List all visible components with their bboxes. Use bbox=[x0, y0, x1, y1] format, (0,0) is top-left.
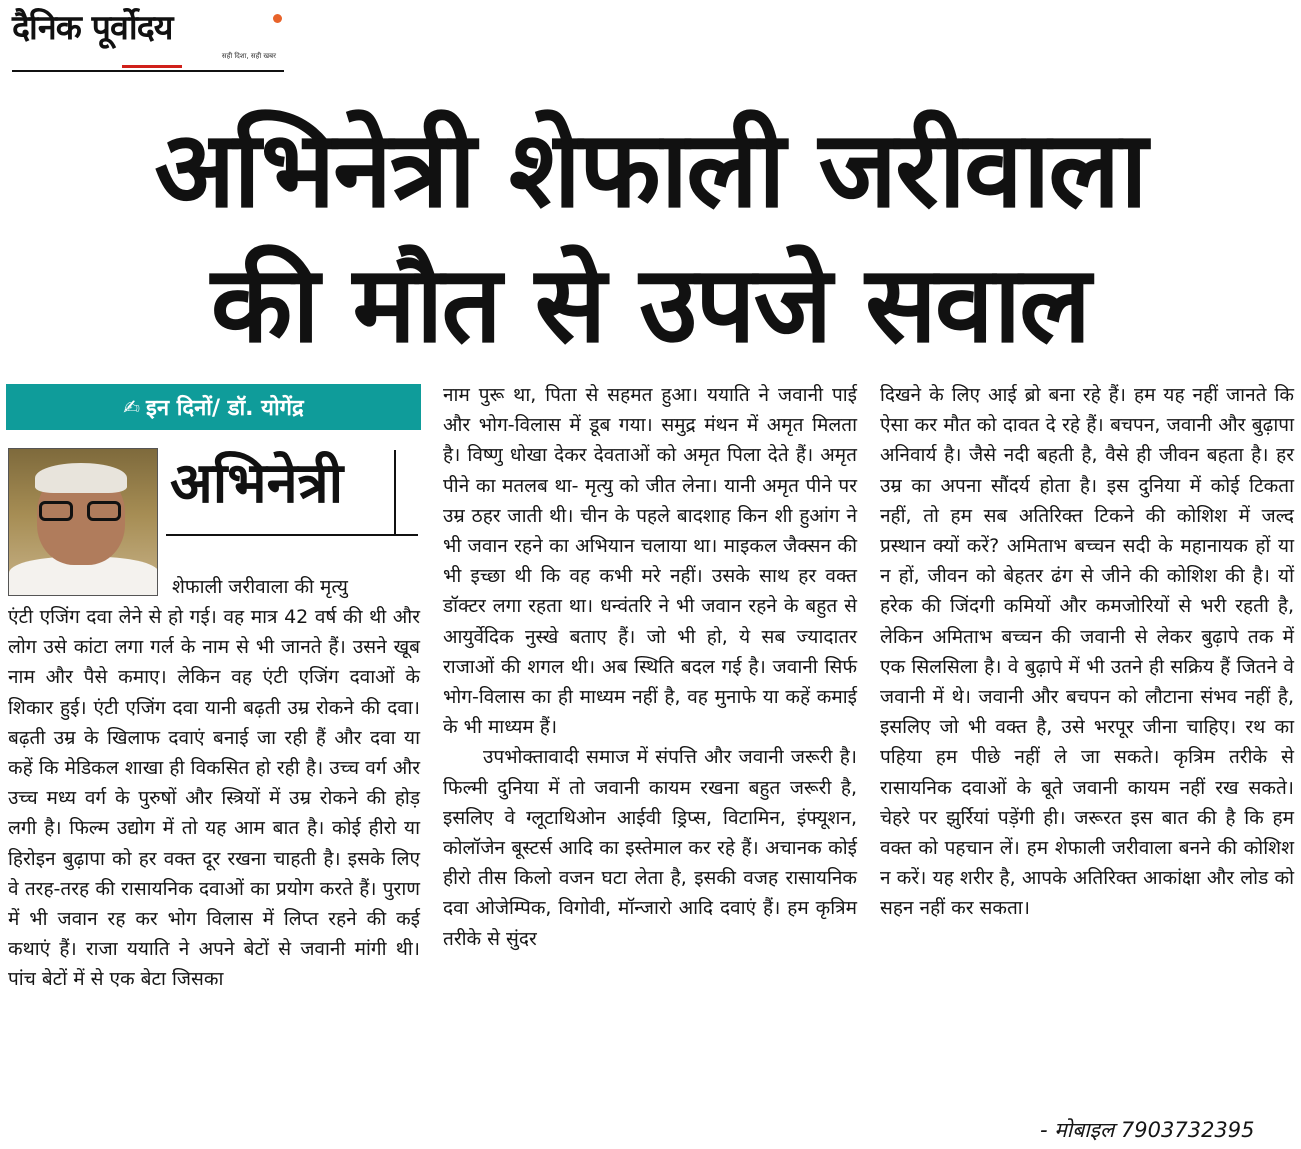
author-photo bbox=[8, 448, 158, 596]
column-kicker: अभिनेत्री bbox=[170, 451, 344, 516]
logo-dot-icon bbox=[273, 14, 282, 23]
masthead-accent-line bbox=[122, 65, 182, 68]
column-byline: इन दिनों/ डॉ. योगेंद्र bbox=[146, 396, 304, 421]
headline-line-2: की मौत से उपजे सवाल bbox=[210, 243, 1090, 366]
article-col1-lead: शेफाली जरीवाला की मृत्यु bbox=[172, 576, 348, 598]
glasses-icon bbox=[39, 501, 123, 523]
kicker-divider bbox=[394, 450, 396, 536]
kicker-underline bbox=[166, 534, 418, 536]
column-band bbox=[6, 384, 421, 430]
author-mobile: - मोबाइल 7903732395 bbox=[1040, 1118, 1255, 1142]
newspaper-logo: दैनिक पूर्वोदय bbox=[12, 8, 173, 48]
pen-icon: ✍ bbox=[123, 395, 141, 419]
headline-line-1: अभिनेत्री शेफाली जरीवाला bbox=[154, 108, 1146, 231]
article-col2-para2: उपभोक्तावादी समाज में संपत्ति और जवानी जरूरी है। फिल्मी दुनिया में तो जवानी कायम रखना बहुत जरूरी है, इसलिए वे ग्लूटाथिओन आईवी ड्रिप्स, विटामिन, इंफ्यूशन, कोलॉजेन बूस्टर्स आदि का इस्तेमाल कर रहे हैं। अचानक कोई हीरो तीस किलो वजन घटा लेता है, इसकी वजह रासायनिक दवा ओजेम्पिक, विगोवी, मॉन्जारो आदि दवाएं हैं। हम कृत्रिम तरीके से सुंदर bbox=[443, 746, 857, 950]
article-col2 bbox=[443, 380, 857, 954]
article-col3: दिखने के लिए आई ब्रो बना रहे हैं। हम यह नहीं जानते कि ऐसा कर मौत को दावत दे रहे हैं। बचपन, जवानी और बुढ़ापा अनिवार्य है। जैसे नदी बहती है, वैसे ही जीवन बहता है। हर उम्र का अपना सौंदर्य होता है। इस दुनिया में कोई टिकता नहीं, तो हम सब अतिरिक्त टिकने की कोशिश में जल्द प्रस्थान क्यों करें? अमिताभ बच्चन सदी के महानायक हों या न हों, जीवन को बेहतर ढंग से जीने की कोशिश की है। यों हरेक की जिंदगी कमियों और कमजोरियों से भरी रहती है, लेकिन अमिताभ बच्चन की जवानी से लेकर बुढ़ापे तक में एक सिलसिला है। वे बुढ़ापे में भी उतने ही सक्रिय हैं जितने वे जवानी में थे। जवानी और बचपन को लौटाना संभव नहीं है, इसलिए जो भी वक्त है, उसे भरपूर जीना चाहिए। रथ का पहिया हम पीछे नहीं ले जा सकते। कृत्रिम तरीके से रासायनिक दवाओं के बूते जवानी कायम नहीं रख सकते। चेहरे पर झुर्रियां पड़ेंगी ही। जरूरत इस बात की है कि हम वक्त को पहचान लें। हम शेफाली जरीवाला बनने की कोशिश न करें। यह शरीर है, आपके अतिरिक्त आकांक्षा और लोड को सहन नहीं कर सकता। bbox=[880, 384, 1294, 920]
article-col1: एंटी एजिंग दवा लेने से हो गई। वह मात्र 42 वर्ष की थी और लोग उसे कांटा लगा गर्ल के नाम से भी जानते हैं। उसने खूब नाम और पैसे कमाए। लेकिन वह एंटी एजिंग दवाओं के शिकार हुई। एंटी एजिंग दवा यानी बढ़ती उम्र रोकने की दवा। बढ़ती उम्र के खिलाफ दवाएं बनाई जा रही हैं और दवा या कहें कि मेडिकल शाखा ही विकसित हो रही है। उच्च वर्ग और उच्च मध्य वर्ग के पुरुषों और स्त्रियों में उम्र रोकने की होड़ लगी है। फिल्म उद्योग में तो यह आम बात है। कोई हीरो या हिरोइन बुढ़ापा को हर वक्त दूर रखना चाहती है। इसके लिए वे तरह-तरह की रासायनिक दवाओं का प्रयोग करते हैं। पुराण में भी जवान रह कर भोग विलास में लिप्त रहने की कई कथाएं हैं। राजा ययाति ने अपने बेटों से जवानी मांगी थी। पांच बेटों में से एक बेटा जिसका bbox=[8, 606, 420, 991]
masthead bbox=[12, 8, 284, 72]
masthead-tagline: सही दिशा, सही खबर bbox=[221, 52, 276, 60]
article-col2-para1: नाम पुरू था, पिता से सहमत हुआ। ययाति ने जवानी पाई और भोग-विलास में डूब गया। समुद्र मंथन में अमृत मिलता है। विष्णु धोखा देकर देवताओं को अमृत पिला देते हैं। अमृत पीने का मतलब था- मृत्यु को जीत लेना। यानी अमृत पीने पर उम्र ठहर जाती थी। चीन के पहले बादशाह किन शी हुआंग ने भी जवान रहने का अभियान चलाया था। माइकल जैक्सन की भी इच्छा थी कि वह कभी मरे नहीं। उसके साथ हर वक्त डॉक्टर लगा रहता था। धन्वंतरि ने भी जवान रहने के बहुत से आयुर्वेदिक नुस्खे बताए हैं। जो भी हो, ये सब ज्यादातर राजाओं की शगल थी। अब स्थिति बदल गई है। जवानी सिर्फ भोग-विलास का ही माध्यम नहीं है, वह मुनाफे या कहें कमाई के भी माध्यम हैं। bbox=[443, 384, 857, 739]
masthead-rule bbox=[12, 70, 284, 72]
